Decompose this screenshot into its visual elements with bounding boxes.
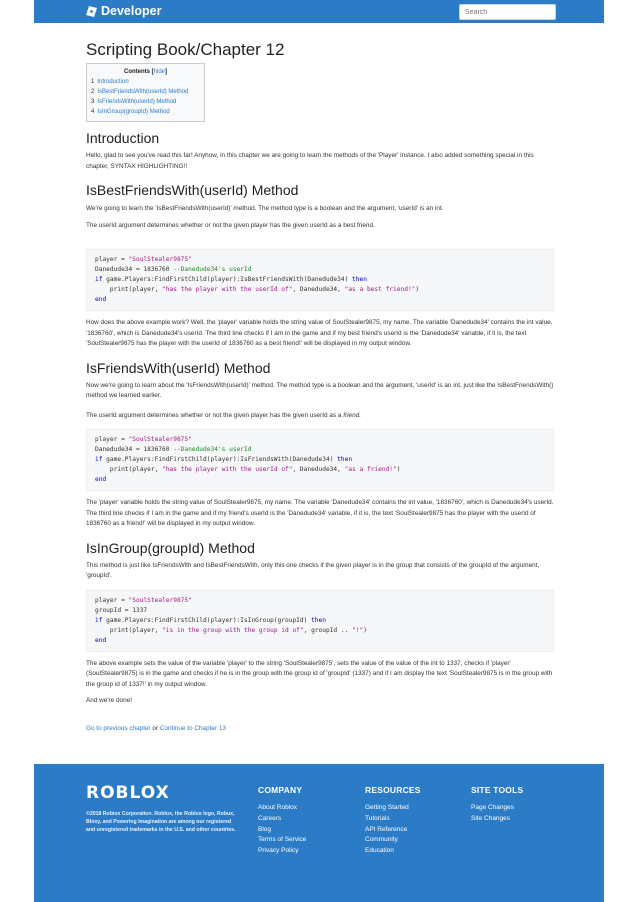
resources-heading: RESOURCES xyxy=(365,785,421,795)
top-navigation-bar xyxy=(34,0,604,23)
previous-chapter-link[interactable]: Go to previous chapter xyxy=(86,724,151,732)
footer-link-careers[interactable]: Careers xyxy=(258,814,282,822)
site-footer xyxy=(34,764,604,902)
isingroup-heading: IsInGroup(groupId) Method xyxy=(86,539,255,556)
svg-text:ROBLOX: ROBLOX xyxy=(86,783,170,801)
footer-link-terms[interactable]: Terms of Service xyxy=(258,836,307,844)
isfriendswith-paragraph-1: Now we're going to learn about the 'IsFriendsWith(userId)' method. The method type is a boolean and the argument, 'userId' is an int, just like the IsBestFriendsWith() method we learned earlier. xyxy=(86,381,554,399)
isingroup-explanation: The above example sets the value of the variable 'player' to the string 'SoulStealer9875', sets the value of the value of the int to 1337, checks if 'player' (SoulStealer9875) is in the game and checks if he is in the group with the group id of 'groupId' (1337) and if I am display the text 'SoulStealer9875 is in the group with the group id of 1337!' in my output window. xyxy=(86,659,553,688)
article xyxy=(86,40,554,734)
code-block-isbestfriendswith: player = "SoulStealer9875" Danedude34 = 1836760 --Danedude34's userId if game.Players:FindFirstChild(player):IsBestFriendsWith(Danedude34) then print(player, "has the player with the userId of", Danedude34, "as a best friend!") end xyxy=(86,249,554,311)
developer-brand-link[interactable] xyxy=(86,4,161,18)
code-block-isfriendswith: player = "SoulStealer9875" Danedude34 = 1836760 --Danedude34's userId if game.Players:FindFirstChild(player):IsFriendsWith(Danedude34) then print(player, "has the player with the userId of", Danedude34, "as a friend!") end xyxy=(86,429,554,491)
isbestfriendswith-heading: IsBestFriendsWith(userId) Method xyxy=(86,182,299,198)
footer-link-privacy[interactable]: Privacy Policy xyxy=(258,847,299,855)
footer-link-api-reference[interactable]: API Reference xyxy=(365,825,408,833)
copyright-notice: ©2018 Roblox Corporation. Roblox, the Roblox logo, Robux, Bloxy, and Powering Imagination are among our registered and unregistered trademarks in the U.S. and other countries. xyxy=(86,811,236,833)
footer-link-education[interactable]: Education xyxy=(365,847,394,855)
page-title: Scripting Book/Chapter 12 xyxy=(86,40,285,59)
footer-link-blog[interactable]: Blog xyxy=(258,825,272,833)
isbestfriendswith-explanation: How does the above example work? Well, the 'player' variable holds the string value of SoulStealer9875, my name. The variable 'Danedude34' contains the int value, '1836760', which is Danedude34's userId. The third line checks if I am in the game and if my best friend's userId is the 'Danedude34' variable, if it is, the text 'SoulStealer9875 has the player with the userId of 1836760 as a best friend!' will be displayed in my output window. xyxy=(86,319,553,347)
footer-column-resources xyxy=(365,785,421,857)
roblox-logo[interactable] xyxy=(86,783,190,806)
chapter-navigation: Go to previous chapter or Continue to Chapter 13 xyxy=(86,724,226,732)
toc-item-isbestfriendswith[interactable]: 2 IsBestFriendsWith(userId) Method xyxy=(91,89,189,95)
isbestfriendswith-paragraph-2: The userId argument determines whether or not the given player has the given userId as a best friend. xyxy=(86,221,375,229)
roblox-tilted-square-icon xyxy=(86,6,97,17)
toc-item-isfriendswith[interactable]: 3 IsFriendsWith(userId) Method xyxy=(91,99,177,105)
toc-header: Contents [hide] xyxy=(123,69,167,75)
isfriendswith-heading: IsFriendsWith(userId) Method xyxy=(86,359,271,376)
toc-item-introduction[interactable]: 1 Introduction xyxy=(91,79,129,85)
isfriendswith-paragraph-2: The userId argument determines whether or not the given player has the given userId as a friend. xyxy=(86,411,361,419)
toc-item-isingroup[interactable]: 4 IsInGroup(groupId) Method xyxy=(91,109,170,115)
closing-paragraph: And we're done! xyxy=(86,697,132,704)
isbestfriendswith-paragraph-1: We're going to learn the 'IsBestFriendsWith(userId)' method. The method type is a boolean and the argument, 'userId' is an int. xyxy=(86,205,444,212)
footer-link-getting-started[interactable]: Getting Started xyxy=(365,804,409,811)
introduction-heading: Introduction xyxy=(86,130,160,146)
page-frame xyxy=(34,0,604,902)
search-input[interactable] xyxy=(459,4,556,20)
footer-link-site-changes[interactable]: Site Changes xyxy=(471,814,511,822)
footer-link-about-roblox[interactable]: About Roblox xyxy=(258,804,298,811)
footer-link-community[interactable]: Community xyxy=(365,836,398,844)
footer-column-site-tools xyxy=(471,785,523,825)
isfriendswith-explanation: The 'player' variable holds the string value of SoulStealer9875, my name. The variable 'Danedude34' contains the int value, '1836760', which is Danedude34's userId. The third line checks if I am in the game and if my friend's userId is the 'Danedude34' variable, if it is, the text 'SoulStealer9875 has the player with the userId of 1836760 as a friend!' will be displayed in my output window. xyxy=(86,499,554,527)
footer-link-tutorials[interactable]: Tutorials xyxy=(365,814,390,822)
footer-column-company xyxy=(258,785,306,857)
footer-link-page-changes[interactable]: Page Changes xyxy=(471,804,515,811)
introduction-paragraph: Hello, glad to see you've read this far! Anyhow, in this chapter we are going to learn the methods of the 'Player' instance. I also added something special in this chapter, SYNTAX HIGHLIGHTING!! xyxy=(86,152,534,170)
company-heading: COMPANY xyxy=(258,785,303,795)
code-block-isingroup: player = "SoulStealer9875" groupId = 1337 if game.Players:FindFirstChild(player):IsInGroup(groupId) then print(player, "is in the group with the group id of", groupId .. "!") end xyxy=(86,590,554,652)
site-tools-heading: SITE TOOLS xyxy=(471,785,524,795)
next-chapter-link[interactable]: Continue to Chapter 13 xyxy=(159,724,226,732)
toc-hide-link[interactable]: hide xyxy=(153,69,165,75)
table-of-contents xyxy=(86,63,205,122)
roblox-logo-icon xyxy=(86,783,190,801)
brand-label: Developer xyxy=(101,4,162,18)
toc-title: Contents xyxy=(123,69,150,75)
isingroup-paragraph: This method is just like IsFriendsWith and IsBestFriendsWith, only this one checks if the given player is in the group that consists of the groupId of the argument, 'groupId'. xyxy=(86,561,540,579)
